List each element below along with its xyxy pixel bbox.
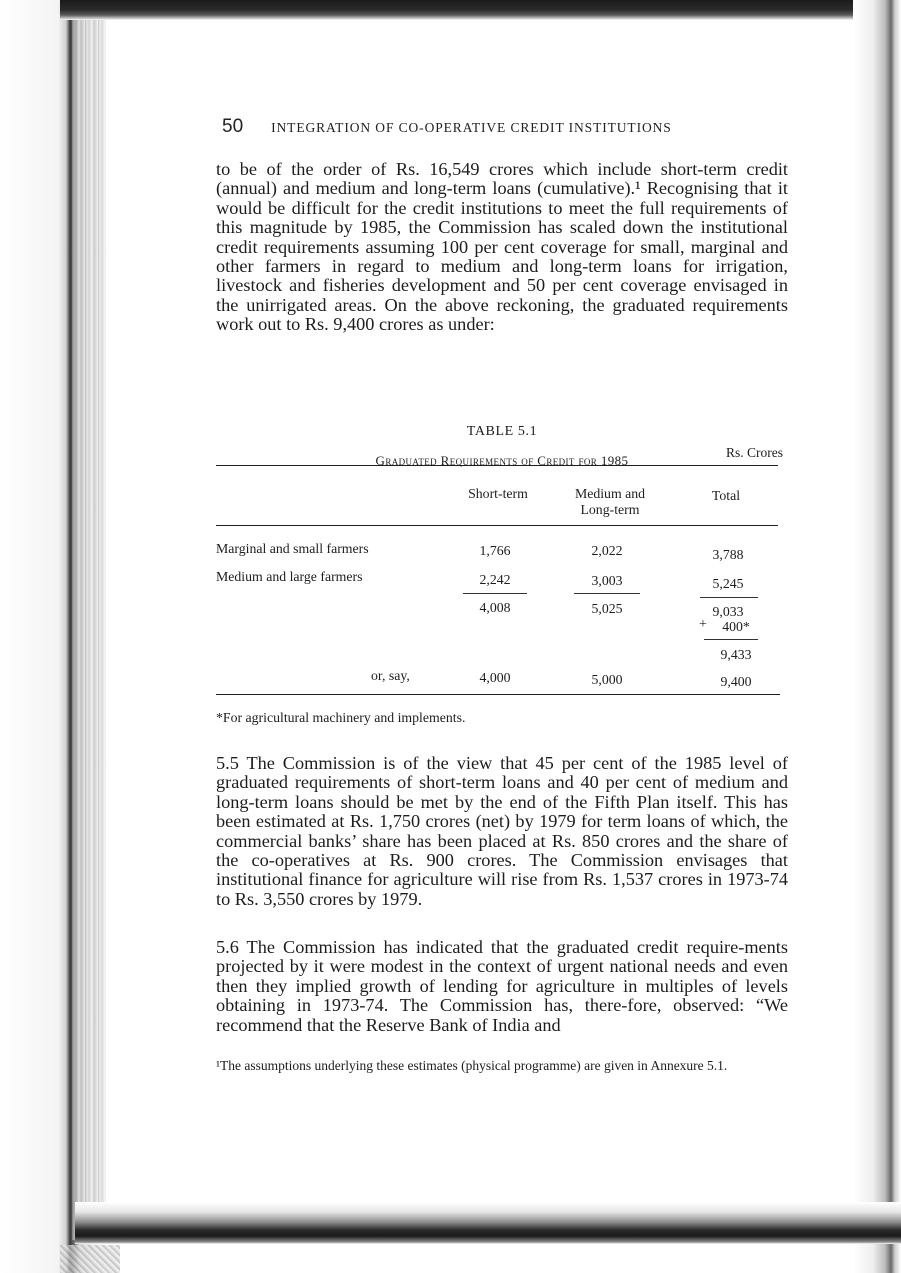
cell-total: 3,788 bbox=[712, 547, 744, 562]
row-label-marginal-small: Marginal and small farmers bbox=[216, 541, 369, 556]
cell-short-term: 1,766 bbox=[479, 543, 511, 558]
table-caption: Graduated Requirements of Credit for 1985 bbox=[375, 453, 629, 468]
table-units: Rs. Crores bbox=[726, 445, 783, 460]
grand-total: 9,433 bbox=[720, 647, 752, 662]
rounded-total: 9,400 bbox=[720, 674, 752, 689]
scan-artifact bbox=[60, 1245, 120, 1273]
rounded-short-term: 4,000 bbox=[479, 670, 511, 685]
paragraph-5-5: 5.5 The Commission is of the view that 45 per cent of the 1985 level of graduated requirements of short-term loans and 40 per cent of medium and long-term loans should be met by the end of the Fifth Plan itself. This has been estimated at Rs. 1,750 crores (net) by 1979 for term loans of which, the commercial banks’ share has been placed at Rs. 850 crores and the share of the co-operatives at Rs. 900 crores. The Commission envisages that institutional finance for agriculture will rise from Rs. 1,537 crores in 1973-74 to Rs. 3,550 crores by 1979. bbox=[216, 753, 788, 909]
cell-short-term: 2,242 bbox=[479, 572, 511, 587]
cell-total: 5,245 bbox=[712, 576, 744, 591]
page-header bbox=[222, 116, 802, 138]
subtotal-short-term: 4,008 bbox=[479, 600, 511, 615]
addition-machinery: 400* bbox=[722, 619, 750, 634]
table-top-rule bbox=[216, 465, 778, 466]
table-number: TABLE 5.1 bbox=[466, 424, 538, 439]
paragraph-5-6: 5.6 The Commission has indicated that the graduated credit require-ments projected by it were modest in the context of urgent national needs and even then they implied growth of lending for agriculture in multiples of levels obtaining in 1973-74. The Commission has, there-fore, observed: “We recommend that the Reserve Bank of India and bbox=[216, 937, 788, 1035]
page-number: 50 bbox=[222, 116, 244, 137]
subtotal-medium-long: 5,025 bbox=[591, 601, 623, 616]
sum-rule-total bbox=[700, 597, 758, 598]
paragraph-intro: to be of the order of Rs. 16,549 crores which include short-term credit (annual) and medium and long-term loans (cumulative).¹ Recognising that it would be difficult for the credit institutions to meet the full requirements of this magnitude by 1985, the Commission has scaled down the institutional credit requirements assuming 100 per cent coverage for small, marginal and other farmers in regard to medium and long-term loans for irrigation, livestock and fisheries development and 50 per cent coverage envisaged in the unirrigated areas. On the above reckoning, the graduated requirements work out to Rs. 9,400 crores as under: bbox=[216, 159, 788, 335]
rounded-label: or, say, bbox=[371, 668, 410, 683]
col-head-medium-long-2: Long-term bbox=[580, 502, 640, 517]
row-label-medium-large: Medium and large farmers bbox=[216, 569, 363, 584]
cell-medium-long: 3,003 bbox=[591, 573, 623, 588]
right-page-edge bbox=[853, 0, 901, 1273]
page-stack-edge bbox=[72, 0, 106, 1240]
subtotal-total: 9,033 bbox=[712, 604, 744, 619]
rounded-medium-long: 5,000 bbox=[591, 672, 623, 687]
col-head-total: Total bbox=[711, 488, 741, 503]
running-head: INTEGRATION OF CO-OPERATIVE CREDIT INSTITUTIONS bbox=[271, 120, 672, 135]
page-footnote: ¹The assumptions underlying these estimates (physical programme) are given in Annexure 5.1. bbox=[216, 1058, 728, 1073]
cell-medium-long: 2,022 bbox=[591, 543, 623, 558]
bottom-page-edge bbox=[75, 1202, 901, 1244]
table-bottom-rule bbox=[216, 694, 780, 695]
sum-rule-medium-long bbox=[574, 593, 640, 594]
sum-rule-short-term bbox=[463, 593, 527, 594]
table-header-rule bbox=[216, 525, 778, 526]
grand-sum-rule bbox=[704, 639, 758, 640]
col-head-medium-long-1: Medium and bbox=[574, 486, 646, 501]
top-page-edge bbox=[60, 0, 901, 20]
col-head-short-term: Short-term bbox=[468, 486, 528, 501]
table-footnote: *For agricultural machinery and implements. bbox=[216, 710, 466, 725]
plus-sign: + bbox=[699, 617, 707, 632]
